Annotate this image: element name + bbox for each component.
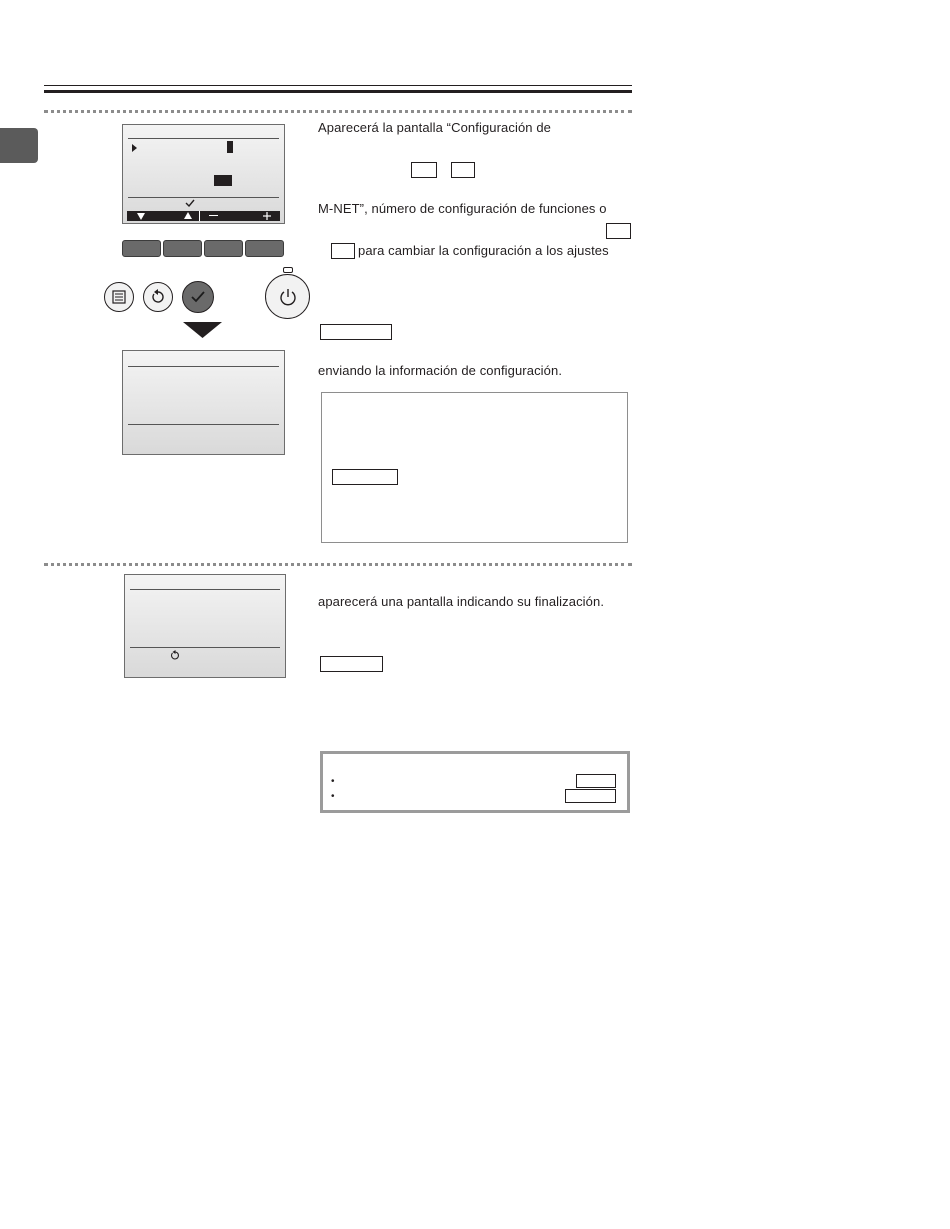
cursor-icon — [132, 144, 138, 152]
key-box-4 — [331, 243, 355, 259]
paragraph-1: Aparecerá la pantalla “Configuración de — [318, 120, 551, 135]
softkey-bar — [127, 211, 280, 221]
function-button-f3[interactable] — [204, 240, 243, 257]
text-cursor-block — [227, 141, 233, 153]
select-button[interactable] — [182, 281, 214, 313]
header-rule-thick — [44, 90, 632, 93]
label-box-1 — [320, 324, 392, 340]
key-box-5 — [576, 774, 616, 788]
power-button[interactable] — [265, 274, 310, 319]
paragraph-2: M-NET”, número de configuración de funciones o — [318, 201, 607, 216]
label-box-3 — [320, 656, 383, 672]
power-indicator-lamp — [283, 267, 293, 273]
menu-icon — [112, 290, 126, 304]
paragraph-4: enviando la información de configuración. — [318, 363, 563, 378]
triangle-up-icon — [184, 212, 192, 219]
key-box-2 — [451, 162, 475, 178]
arrow-down-icon — [183, 322, 222, 338]
function-button-f2[interactable] — [163, 240, 202, 257]
lcd-screen-complete — [124, 574, 286, 678]
menu-button[interactable] — [104, 282, 134, 312]
return-icon — [150, 289, 166, 305]
return-button[interactable] — [143, 282, 173, 312]
minus-icon — [209, 215, 218, 216]
plus-icon — [262, 211, 272, 221]
highlight-block — [214, 175, 232, 186]
paragraph-3: para cambiar la configuración a los ajustes — [358, 243, 609, 258]
triangle-down-icon — [137, 213, 145, 220]
header-rule-thin — [44, 85, 632, 86]
function-button-f1[interactable] — [122, 240, 161, 257]
chapter-tab — [0, 128, 38, 163]
lcd-screen-settings — [122, 124, 285, 224]
note-box-1 — [321, 392, 628, 543]
select-checkmark-icon — [190, 290, 206, 304]
bullet-2: • — [331, 791, 335, 802]
function-button-f4[interactable] — [245, 240, 284, 257]
confirm-checkmark-icon — [185, 199, 195, 207]
section-divider-2 — [44, 563, 632, 566]
note-box-2 — [320, 751, 630, 813]
return-icon — [170, 650, 180, 660]
label-box-2 — [332, 469, 398, 485]
paragraph-5: aparecerá una pantalla indicando su finalización. — [318, 594, 605, 609]
power-icon — [279, 288, 297, 306]
section-divider-1 — [44, 110, 632, 113]
key-box-3 — [606, 223, 631, 239]
key-box-6 — [565, 789, 616, 803]
bullet-1: • — [331, 776, 335, 787]
key-box-1 — [411, 162, 437, 178]
lcd-screen-sending — [122, 350, 285, 455]
